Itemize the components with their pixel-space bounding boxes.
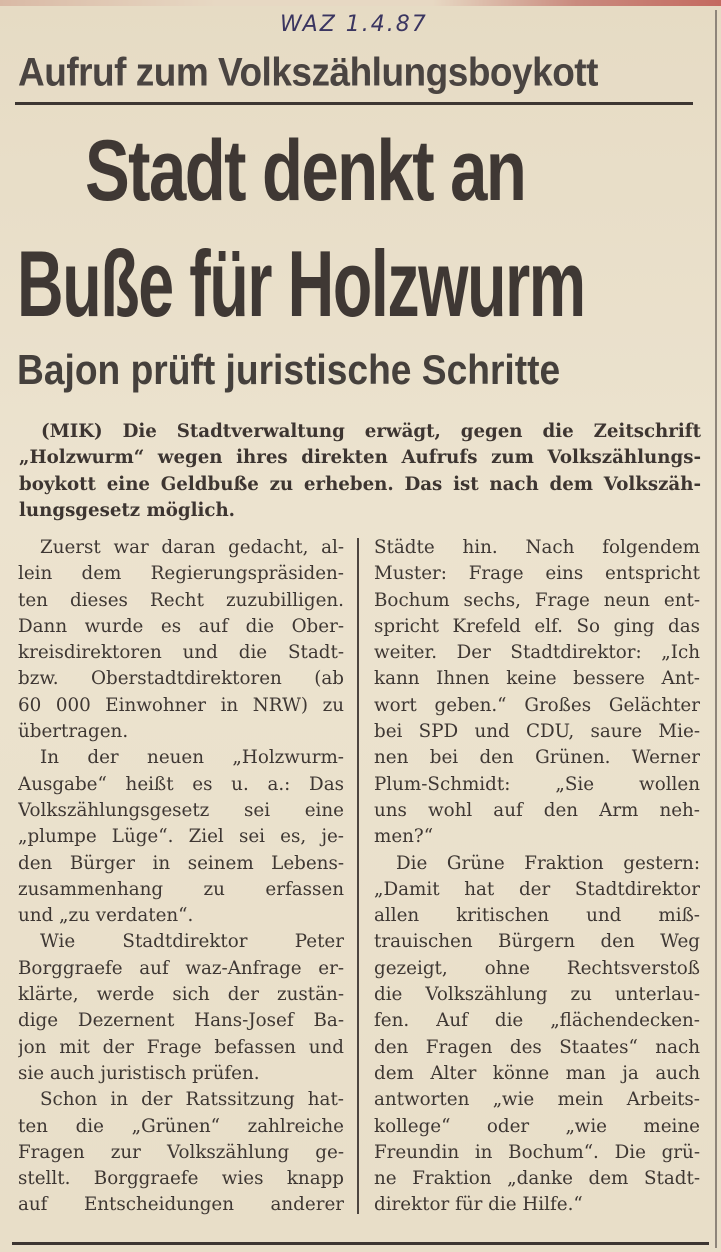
column-line: kreisdirektoren und die Stadt- (18, 642, 344, 664)
column-line: trauischen Bürgern den Weg (374, 931, 700, 953)
column-line: direktor für die Hilfe.“ (374, 1194, 583, 1216)
handwritten-date-annotation: WAZ 1.4.87 (280, 12, 428, 37)
column-line: dige Dezernent Hans-Josef Ba- (18, 1010, 344, 1032)
column-line: den Bürger in seinem Lebens- (18, 852, 344, 874)
column-line: lein dem Regierungspräsiden- (18, 563, 344, 585)
torn-top-edge (0, 0, 721, 6)
column-line: ten die „Grünen“ zahlreiche (18, 1115, 344, 1137)
column-line: In der neuen „Holzwurm- (40, 747, 344, 769)
column-line: ten dieses Recht zuzubilligen. (18, 589, 344, 611)
column-line: Freundin in Bochum“. Die grü- (374, 1141, 700, 1163)
column-line: wort geben.“ Großes Gelächter (374, 694, 700, 716)
column-line: Volkszählungsgesetz sei eine (18, 799, 344, 821)
column-line: sie auch juristisch prüfen. (18, 1062, 260, 1084)
article-column-right (374, 535, 700, 1219)
lead-paragraph (19, 418, 701, 523)
subheadline: Bajon prüft juristische Schritte (17, 346, 561, 393)
column-line: kann Ihnen keine bessere Ant- (374, 668, 700, 690)
column-line: nen bei den Grünen. Werner (374, 747, 700, 769)
column-line: men?“ (374, 826, 434, 848)
column-line: kollege“ oder „wie meine (374, 1115, 700, 1137)
column-line: „plumpe Lüge“. Ziel sei es, je- (18, 826, 344, 848)
column-line: Dann wurde es auf die Ober- (18, 615, 344, 637)
column-line: 60 000 Einwohner in NRW) zu (18, 694, 344, 716)
headline-line-2: Buße für Holzwurm (17, 231, 585, 336)
column-line: Städte hin. Nach folgendem (374, 537, 700, 558)
column-line: Ausgabe“ heißt es u. a.: Das (18, 773, 344, 795)
column-line: klärte, werde sich der zustän- (18, 984, 344, 1006)
column-line: dem Alter könne man ja auch (374, 1062, 700, 1084)
kicker-heading: Aufruf zum Volkszählungsboykott (18, 50, 598, 95)
article-column-left (18, 535, 344, 1219)
column-line: die Volkszählung zu unterlau- (374, 984, 700, 1006)
column-line: Fragen zur Volkszählung ge- (18, 1141, 344, 1163)
column-line: weiter. Der Stadtdirektor: „Ich (374, 642, 700, 664)
lead-line: boykott eine Geldbuße zu erheben. Das ist nach dem Volkszäh- (19, 473, 701, 495)
lead-line: (MIK) Die Stadtverwaltung erwägt, gegen die Zeitschrift (41, 421, 701, 442)
column-line: antworten „wie mein Arbeits- (374, 1089, 700, 1111)
column-line: Borggraefe auf waz-Anfrage er- (18, 957, 344, 979)
column-line: stellt. Borggraefe wies knapp (18, 1168, 344, 1190)
column-line: und „zu verdaten“. (18, 905, 194, 927)
column-line: Wie Stadtdirektor Peter (40, 931, 344, 953)
column-line: Bochum sechs, Frage neun ent- (374, 589, 700, 611)
headline-line-1: Stadt denkt an (85, 123, 526, 219)
column-line: Plum-Schmidt: „Sie wollen (374, 773, 700, 795)
clipping-edge-line (715, 10, 717, 1248)
column-line: jon mit der Frage befassen und (18, 1036, 344, 1058)
column-line: auf Entscheidungen anderer (18, 1194, 344, 1216)
column-line: Schon in der Ratssitzung hat- (40, 1089, 344, 1111)
column-line: „Damit hat der Stadtdirektor (374, 878, 700, 900)
column-line: gezeigt, ohne Rechtsverstoß (374, 957, 700, 979)
column-line: allen kritischen und miß- (374, 905, 700, 927)
column-line: spricht Krefeld elf. So ging das (374, 615, 700, 637)
column-line: übertragen. (18, 721, 129, 743)
lead-line: lungsgesetz möglich. (19, 499, 236, 521)
column-divider (357, 538, 359, 1214)
column-line: den Fragen des Staates“ nach (374, 1036, 700, 1058)
lead-line: „Holzwurm“ wegen ihres direkten Aufrufs zum Volkszählungs- (19, 447, 701, 469)
kicker-underline-rule (15, 102, 693, 105)
column-line: fen. Auf die „flächendecken- (374, 1010, 700, 1032)
column-line: Zuerst war daran gedacht, al- (40, 537, 344, 558)
column-line: bei SPD und CDU, saure Mie- (374, 721, 700, 743)
column-line: zusammenhang zu erfassen (18, 878, 344, 900)
column-line: Muster: Frage eins entspricht (374, 563, 700, 585)
column-line: uns wohl auf den Arm neh- (374, 799, 700, 821)
bottom-rule (12, 1242, 709, 1245)
column-line: bzw. Oberstadtdirektoren (ab (18, 668, 344, 690)
column-line: ne Fraktion „danke dem Stadt- (374, 1168, 700, 1190)
column-line: Die Grüne Fraktion gestern: (396, 852, 700, 874)
